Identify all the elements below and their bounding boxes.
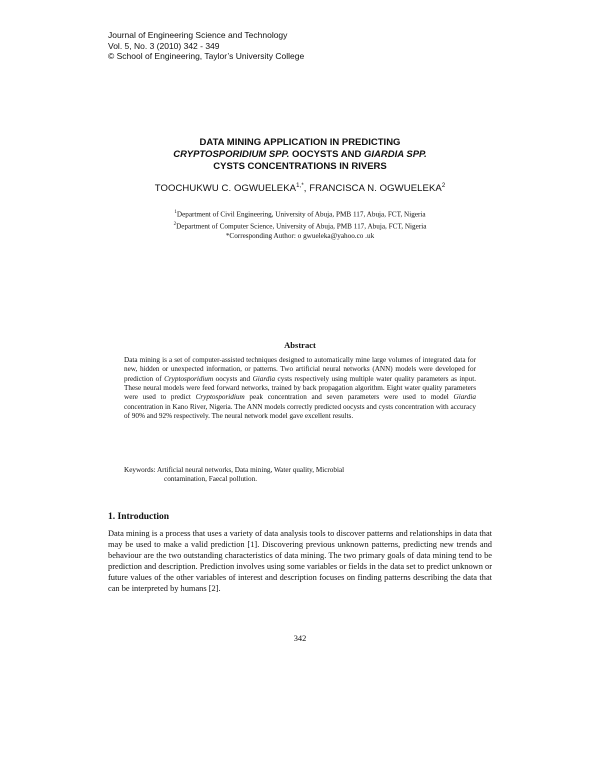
affiliation-1-text: Department of Civil Engineering, University of Abuja, PMB 117, Abuja, FCT, Nigeria	[176, 210, 426, 219]
title-mid-text: OOCYSTS AND	[289, 149, 364, 160]
abstract-text-5: concentration in Kano River, Nigeria. The ANN models correctly predicted oocysts and cysts concentration with accuracy of 90% and 92% respectively. The neural network model gave excellent results.	[124, 402, 476, 421]
author-separator: ,	[303, 183, 310, 195]
keywords	[124, 466, 476, 485]
author-1-sup: 1,*	[296, 183, 304, 189]
abstract-italic-1: Cryptosporidium	[164, 374, 214, 383]
abstract-text-4: peak concentration and seven parameters were used to model	[244, 393, 454, 402]
abstract-heading: Abstract	[284, 340, 316, 350]
corresponding-author: *Corresponding Author: o gwueleka@yahoo.co .uk	[225, 231, 375, 240]
abstract-italic-2: Giardia	[252, 374, 276, 383]
keywords-line-1: Keywords: Artificial neural networks, Data mining, Water quality, Microbial	[124, 466, 345, 474]
author-2: FRANCISCA N. OGWUELEKA	[309, 183, 442, 195]
title-italic-giardia: GIARDIA SPP.	[363, 149, 427, 160]
page-number: 342	[293, 634, 307, 643]
author-1: TOOCHUKWU C. OGWUELEKA	[154, 183, 297, 195]
affiliation-1-sup: 1	[174, 210, 177, 215]
title-italic-cryptosporidium: CRYPTOSPORIDIUM SPP.	[173, 149, 290, 160]
journal-name: Journal of Engineering Science and Technology	[108, 30, 288, 40]
section-heading-introduction: 1. Introduction	[108, 512, 170, 522]
authors-line	[108, 183, 492, 194]
title-line-2	[108, 149, 492, 161]
title-line-3: CYSTS CONCENTRATIONS IN RIVERS	[213, 161, 387, 172]
affiliation-2	[108, 220, 492, 232]
abstract-body	[124, 356, 476, 421]
affiliations	[108, 208, 492, 241]
paper-title	[108, 137, 492, 173]
abstract-italic-3: Cryptosporidium	[195, 393, 245, 402]
abstract-text-3: cysts respectively using multiple water quality parameters as input. These neural models were feed forward networks, trained by back propagation algorithm. Eight water quality parameters were used to predict	[124, 374, 476, 402]
journal-header	[108, 30, 304, 62]
abstract-text-1: Data mining is a set of computer-assisted techniques designed to automatically mine large volumes of integrated data for new, hidden or unexpected information, or patterns. Two artificial neural networks (ANN) models were developed for prediction of	[124, 356, 476, 383]
affiliation-2-text: Department of Computer Science, University of Abuja, PMB 117, Abuja, FCT, Nigeria	[176, 222, 427, 231]
journal-volume: Vol. 5, No. 3 (2010) 342 - 349	[108, 40, 220, 51]
abstract-text-2: oocysts and	[213, 374, 253, 383]
keywords-line-2: contamination, Faecal pollution.	[164, 475, 258, 484]
title-line-1: DATA MINING APPLICATION IN PREDICTING	[199, 137, 401, 148]
affiliation-2-sup: 2	[173, 221, 177, 227]
journal-copyright: © School of Engineering, Taylor’s University College	[108, 51, 305, 61]
introduction-paragraph: Data mining is a process that uses a variety of data analysis tools to discover patterns and relationships in data that may be used to make a valid prediction [1]. Discovering previous unknown patterns, predicting new trends and behaviour are the two outstanding characteristics of data mining. The two primary goals of data mining tend to be prediction and description. Prediction involves using some variables or fields in the data set to predict unknown or future values of the other variables of interest and description focuses on finding patterns describing the data that can be interpreted by humans [2].	[108, 529, 492, 593]
author-2-sup: 2	[441, 183, 446, 189]
affiliation-1	[108, 208, 492, 220]
abstract-italic-4: Giardia	[453, 393, 476, 402]
